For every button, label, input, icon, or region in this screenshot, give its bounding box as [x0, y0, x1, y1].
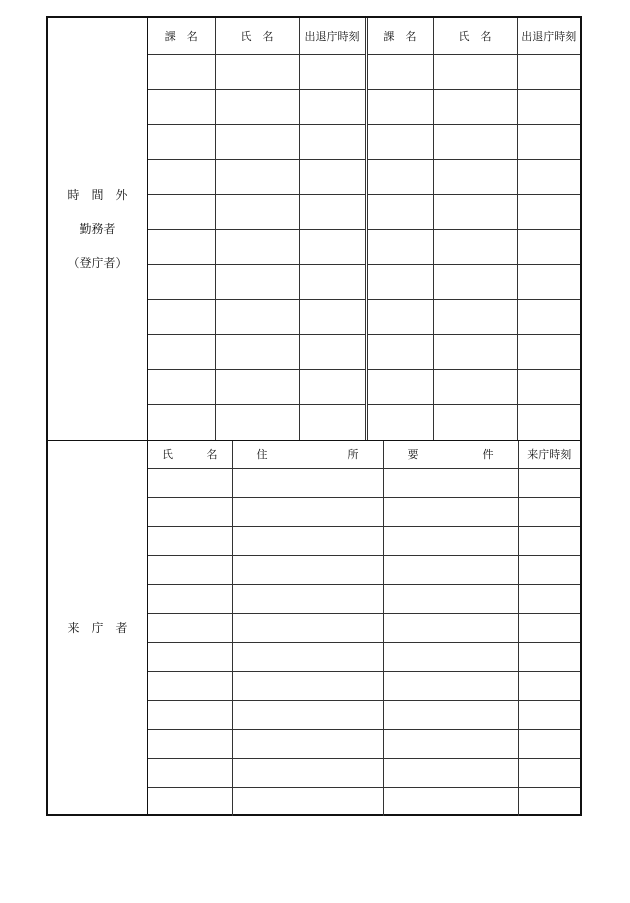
column-header-department-right: 課 名	[366, 18, 433, 54]
entry-cell[interactable]	[148, 159, 215, 194]
overtime-table	[148, 18, 580, 440]
entry-cell[interactable]	[232, 584, 383, 613]
entry-cell[interactable]	[232, 758, 383, 787]
entry-cell[interactable]	[366, 335, 433, 370]
entry-cell[interactable]	[517, 335, 580, 370]
entry-cell[interactable]	[518, 729, 580, 758]
entry-cell[interactable]	[517, 54, 580, 89]
entry-cell[interactable]	[518, 468, 580, 497]
entry-cell[interactable]	[148, 335, 215, 370]
entry-cell[interactable]	[433, 54, 517, 89]
visitor-entry-row	[148, 555, 580, 584]
overtime-entry-row	[148, 159, 580, 194]
visitor-entry-row	[148, 729, 580, 758]
entry-cell[interactable]	[148, 700, 232, 729]
overtime-entry-row	[148, 405, 580, 440]
entry-cell[interactable]	[299, 370, 366, 405]
entry-cell[interactable]	[383, 555, 518, 584]
column-header-arrival-time: 来庁時刻	[518, 441, 580, 468]
entry-cell[interactable]	[232, 497, 383, 526]
overtime-label-line-1: 時 間 外	[67, 188, 128, 202]
entry-cell[interactable]	[148, 265, 215, 300]
entry-cell[interactable]	[383, 787, 518, 816]
entry-cell[interactable]	[215, 124, 299, 159]
entry-cell[interactable]	[433, 89, 517, 124]
entry-cell[interactable]	[433, 124, 517, 159]
entry-cell[interactable]	[383, 729, 518, 758]
entry-cell[interactable]	[383, 700, 518, 729]
purpose-char-2: 件	[482, 448, 494, 462]
entry-cell[interactable]	[215, 370, 299, 405]
entry-cell[interactable]	[215, 54, 299, 89]
entry-cell[interactable]	[148, 370, 215, 405]
entry-cell[interactable]	[215, 159, 299, 194]
entry-cell[interactable]	[383, 671, 518, 700]
column-header-department-left: 課 名	[148, 18, 215, 54]
entry-cell[interactable]	[366, 54, 433, 89]
entry-cell[interactable]	[518, 671, 580, 700]
entry-cell[interactable]	[517, 229, 580, 264]
entry-cell[interactable]	[366, 229, 433, 264]
column-header-time-right: 出退庁時刻	[517, 18, 580, 54]
entry-cell[interactable]	[232, 700, 383, 729]
entry-cell[interactable]	[299, 89, 366, 124]
entry-cell[interactable]	[517, 265, 580, 300]
overtime-entry-row	[148, 335, 580, 370]
overtime-entry-row	[148, 194, 580, 229]
entry-cell[interactable]	[366, 265, 433, 300]
visitor-entry-row	[148, 613, 580, 642]
entry-cell[interactable]	[383, 497, 518, 526]
entry-cell[interactable]	[299, 335, 366, 370]
entry-cell[interactable]	[433, 159, 517, 194]
entry-cell[interactable]	[517, 89, 580, 124]
visitor-section	[48, 440, 580, 815]
entry-cell[interactable]	[232, 787, 383, 816]
entry-cell[interactable]	[215, 335, 299, 370]
entry-cell[interactable]	[215, 194, 299, 229]
overtime-entry-row	[148, 370, 580, 405]
entry-cell[interactable]	[518, 787, 580, 816]
entry-cell[interactable]	[215, 405, 299, 440]
entry-cell[interactable]	[148, 300, 215, 335]
entry-cell[interactable]	[383, 526, 518, 555]
visitor-header-row	[148, 441, 580, 468]
entry-cell[interactable]	[148, 229, 215, 264]
column-header-visitor-name	[148, 441, 232, 468]
visitor-entry-row	[148, 642, 580, 671]
entry-cell[interactable]	[433, 229, 517, 264]
entry-cell[interactable]	[148, 787, 232, 816]
overtime-entry-row	[148, 300, 580, 335]
entry-cell[interactable]	[383, 468, 518, 497]
entry-cell[interactable]	[433, 194, 517, 229]
overtime-entry-row	[148, 124, 580, 159]
entry-cell[interactable]	[232, 729, 383, 758]
visitor-name-char-2: 名	[206, 448, 218, 462]
entry-cell[interactable]	[232, 468, 383, 497]
entry-cell[interactable]	[148, 497, 232, 526]
entry-cell[interactable]	[232, 671, 383, 700]
entry-cell[interactable]	[215, 89, 299, 124]
entry-cell[interactable]	[366, 194, 433, 229]
overtime-header-row	[148, 18, 580, 54]
visitor-entry-row	[148, 671, 580, 700]
entry-cell[interactable]	[148, 194, 215, 229]
entry-cell[interactable]	[518, 758, 580, 787]
entry-cell[interactable]	[518, 700, 580, 729]
column-header-time-left: 出退庁時刻	[299, 18, 366, 54]
address-char-1: 住	[256, 448, 268, 462]
entry-cell[interactable]	[148, 671, 232, 700]
visitor-entry-row	[148, 468, 580, 497]
entry-cell[interactable]	[433, 405, 517, 440]
overtime-section-label	[48, 18, 148, 440]
entry-cell[interactable]	[518, 642, 580, 671]
entry-cell[interactable]	[433, 265, 517, 300]
entry-cell[interactable]	[232, 526, 383, 555]
purpose-char-1: 要	[407, 448, 419, 462]
overtime-entry-row	[148, 265, 580, 300]
entry-cell[interactable]	[148, 642, 232, 671]
entry-cell[interactable]	[518, 526, 580, 555]
column-header-name-right: 氏 名	[433, 18, 517, 54]
entry-cell[interactable]	[383, 584, 518, 613]
entry-cell[interactable]	[299, 159, 366, 194]
overtime-label-line-2: 勤務者	[79, 222, 116, 236]
entry-cell[interactable]	[518, 584, 580, 613]
entry-cell[interactable]	[148, 124, 215, 159]
entry-cell[interactable]	[215, 300, 299, 335]
column-header-name-left: 氏 名	[215, 18, 299, 54]
entry-cell[interactable]	[148, 584, 232, 613]
column-header-purpose	[383, 441, 518, 468]
entry-cell[interactable]	[366, 159, 433, 194]
entry-cell[interactable]	[433, 300, 517, 335]
column-header-address	[232, 441, 383, 468]
register-form-frame	[46, 16, 582, 816]
visitor-entry-row	[148, 787, 580, 816]
entry-cell[interactable]	[433, 370, 517, 405]
visitor-entry-row	[148, 497, 580, 526]
visitor-table	[148, 441, 580, 816]
visitor-entry-row	[148, 526, 580, 555]
entry-cell[interactable]	[148, 54, 215, 89]
entry-cell[interactable]	[433, 335, 517, 370]
entry-cell[interactable]	[148, 555, 232, 584]
entry-cell[interactable]	[215, 265, 299, 300]
entry-cell[interactable]	[148, 613, 232, 642]
entry-cell[interactable]	[517, 159, 580, 194]
entry-cell[interactable]	[366, 89, 433, 124]
visitor-entry-row	[148, 700, 580, 729]
entry-cell[interactable]	[299, 124, 366, 159]
visitor-entry-row	[148, 584, 580, 613]
overtime-label-line-3: （登庁者）	[67, 256, 128, 270]
entry-cell[interactable]	[299, 194, 366, 229]
entry-cell[interactable]	[518, 497, 580, 526]
entry-cell[interactable]	[215, 229, 299, 264]
visitor-section-label	[48, 441, 148, 815]
visitor-entry-row	[148, 758, 580, 787]
entry-cell[interactable]	[299, 405, 366, 440]
entry-cell[interactable]	[299, 265, 366, 300]
entry-cell[interactable]	[299, 54, 366, 89]
entry-cell[interactable]	[366, 300, 433, 335]
entry-cell[interactable]	[148, 405, 215, 440]
entry-cell[interactable]	[517, 124, 580, 159]
visitor-name-char-1: 氏	[162, 448, 173, 462]
entry-cell[interactable]	[299, 229, 366, 264]
entry-cell[interactable]	[232, 642, 383, 671]
entry-cell[interactable]	[148, 758, 232, 787]
entry-cell[interactable]	[148, 526, 232, 555]
overtime-entry-row	[148, 229, 580, 264]
entry-cell[interactable]	[517, 370, 580, 405]
entry-cell[interactable]	[517, 405, 580, 440]
entry-cell[interactable]	[518, 555, 580, 584]
entry-cell[interactable]	[148, 468, 232, 497]
entry-cell[interactable]	[383, 613, 518, 642]
entry-cell[interactable]	[517, 300, 580, 335]
entry-cell[interactable]	[299, 300, 366, 335]
entry-cell[interactable]	[383, 758, 518, 787]
entry-cell[interactable]	[383, 642, 518, 671]
entry-cell[interactable]	[232, 613, 383, 642]
overtime-entry-row	[148, 89, 580, 124]
overtime-section	[48, 18, 580, 440]
entry-cell[interactable]	[148, 729, 232, 758]
entry-cell[interactable]	[517, 194, 580, 229]
entry-cell[interactable]	[366, 124, 433, 159]
address-char-2: 所	[347, 448, 359, 462]
entry-cell[interactable]	[366, 405, 433, 440]
entry-cell[interactable]	[232, 555, 383, 584]
entry-cell[interactable]	[518, 613, 580, 642]
overtime-entry-row	[148, 54, 580, 89]
visitor-label-text: 来 庁 者	[67, 621, 128, 635]
entry-cell[interactable]	[366, 370, 433, 405]
entry-cell[interactable]	[148, 89, 215, 124]
